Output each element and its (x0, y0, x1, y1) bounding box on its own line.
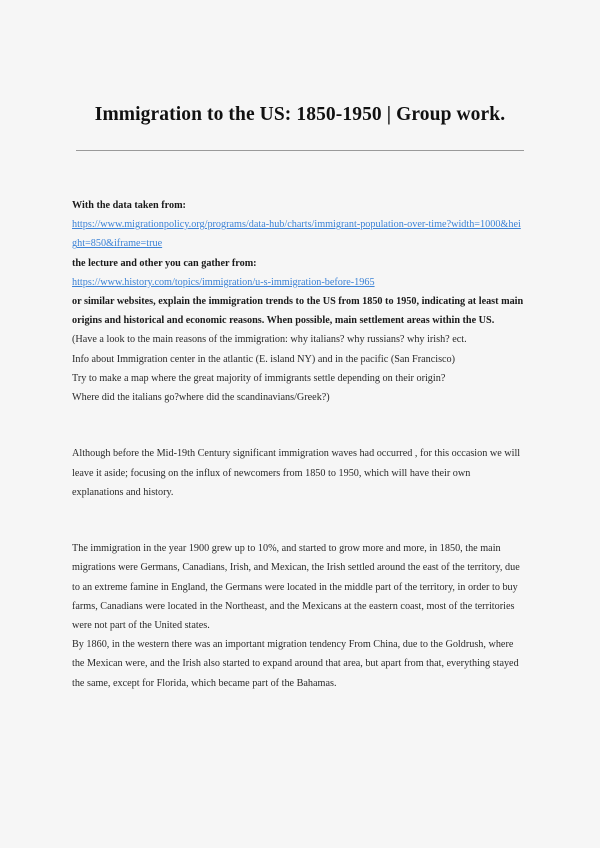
hint-map: Try to make a map where the great majority of immigrants settle depending on their origin? (72, 372, 446, 384)
answer-paragraph-1: Although before the Mid-19th Century significant immigration waves had occurred , for this occasion we will leave it aside; focusing on the influx of newcomers from 1850 to 1950, which will have their own explanations and history. (72, 448, 521, 498)
document-body (72, 196, 524, 693)
answer-paragraph-3: By 1860, in the western there was an important migration tendency From China, due to the Goldrush, where the Mexican were, and the Irish also started to expand around that area, but apart from that, everything stayed the same, except for Florida, which became part of the Bahamas. (72, 639, 519, 689)
spacer (72, 502, 524, 521)
history-link[interactable]: https://www.history.com/topics/immigration/u-s-immigration-before-1965 (72, 276, 375, 288)
hint-settlement: Where did the italians go?where did the scandinavians/Greek?) (72, 392, 330, 404)
title-divider (76, 150, 524, 151)
intro-label: With the data taken from: (72, 200, 186, 211)
migrationpolicy-link[interactable]: https://www.migrationpolicy.org/programs/data-hub/charts/immigrant-population-over-time?width=1000&height=850&iframe=true (72, 219, 521, 250)
hint-reasons: (Have a look to the main reasons of the immigration: why italians? why russians? why irish? ect. (72, 334, 467, 346)
hint-immigration-centers: Info about Immigration center in the atlantic (E. island NY) and in the pacific (San Francisco) (72, 353, 456, 365)
spacer (72, 521, 524, 539)
lecture-label: the lecture and other you can gather from: (72, 257, 257, 269)
document-title: Immigration to the US: 1850-1950 | Group work. (94, 104, 506, 125)
spacer (72, 407, 524, 426)
task-description: or similar websites, explain the immigration trends to the US from 1850 to 1950, indicating at least main origins and historical and economic reasons. When possible, main settlement areas within the US. (72, 296, 524, 327)
spacer (72, 426, 524, 444)
answer-paragraph-2: The immigration in the year 1900 grew up to 10%, and started to grow more and more, in 1850, the main migrations were Germans, Canadians, Irish, and Mexican, the Irish settled around the east of the territory, due to an extreme famine in England, the Germans were located in the middle part of the territory, in order to buy farms, Canadians were located in the Northeast, and the Mexicans at the eastern coast, most of the territories were not part of the United states. (72, 543, 520, 632)
